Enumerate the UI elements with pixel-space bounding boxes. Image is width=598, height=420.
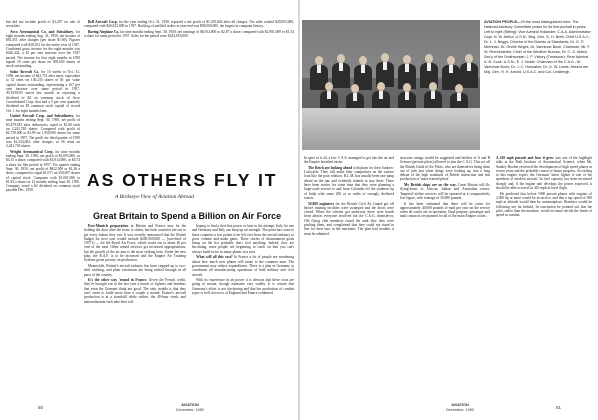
paragraph-text: for the British Civil Air Guard got off before training facilities were swamped and the doors were closed. When the scheme got underway there were bonds from almost everyone involved but the C.A.G. themselves. Old flying club members found the rank they they were pushing them, and complained that they could not stand in line for their turn in the machines. The plan had troubles it must be admitted. — [304, 201, 394, 236]
right-column-1 — [304, 156, 394, 400]
article-paragraph: He predicted that before 1960 pursuit planes with engines of 2,000 hp or more would be in service, and that a top speed of 500 mph at altitude would then be commonplace. Bombers would be following not far behind. In conclusion he pointed out that the pilot, rather than the machine, would in future decide the limits of speed in combat. — [496, 191, 592, 218]
page-gutter — [298, 0, 300, 420]
footer-date: December, 1950 — [446, 407, 474, 412]
article-paragraph: It has been estimated that there will be room for approximately 40,000 pounds of mail per year on the service when all routes are in operation. Dual-purpose, passenger and mail contracts are planned for all of the main Empire routes. — [400, 201, 490, 219]
paragraph-text: In France a lot of people are wondering about how much new planes will mean to the common man. The government may reduce expenditures. There is a plan in Germany to coordinate all manufacturing operations of both military and civil aircraft. — [192, 255, 294, 277]
footer-date: December, 1950 — [176, 407, 204, 412]
paragraph-lead: Post-Munich preparation — [88, 224, 129, 228]
paragraph-text: in Britain and France may be the holding the door after the horse is stolen, but both countries are out to get every button they can. It was recently announced that the British budget for next year would include $200,000,000 — [one-third of 1957's] — for the Royal Air Force, which works out to about 40 per cent of the total. Other armed services get increased appropriations, but the growth of the air arm is the most striking item. Under the new plan, the R.A.F. is to be increased and the Empire Air Training Scheme given priority on production. — [84, 224, 186, 263]
paragraph-text: was one of the highlight talks at the Bath Institute of Aeronautical Science, when Mr. Stanley Hooker reviewed the development of high speed planes in recent years and the probable course of future progress. According to this engine expert, the Germans' latest fighter is one of the speediest of modern aircraft. Its fuel capacity has been increased sharply and, if the engine unit develops the power expected, it should be able to travel at 410 mph in level flight. — [496, 156, 592, 191]
paragraph-text: Given the French credit, they've brought out in the last year a bunch of fighters and bombers that even the Germans think are good. The only trouble is that they can't seem to build more than a couple a month. France's aircraft production is at a standstill while strikes, the 40-hour week, and nationalization each take their toll. — [84, 278, 186, 304]
left-column-4 — [192, 224, 294, 400]
right-column-3 — [496, 156, 592, 400]
caption-label: AVIATION PEOPLE— — [484, 20, 521, 24]
left-column-2 — [84, 20, 294, 165]
paragraph-text: with plans for their Junkers-Luftwaffe. They will make their competitors on the surface look like the poor relation. R.L.M. has usually been one jump ahead on the run, and evidently intends to stay there. There have been stories for some time that they were planning a large-scale service to and from Colombo off the southern tip of India with some 200 or so miles of strongly sheltered waters. — [304, 165, 394, 200]
paragraph-lead: 50,000 engineers — [308, 201, 334, 206]
article-paragraph: structure ratings would be suggested and holders of A and B licenses (private pilots) allowed to join the C.A.G. This set off the British Guild of Air Pilots, who are themselves being done out of jobs just when things were looking up, into a long debate of the high standards of British instruction and this production of 'mass-trained pilots'. — [400, 156, 490, 182]
left-footer — [130, 403, 250, 412]
article-paragraph: In spite of it all, a few C.A.S. managed to get into the air and the Empire breathed easier. — [304, 156, 394, 165]
left-column-3 — [84, 224, 186, 400]
right-column-2 — [400, 156, 490, 400]
article-title: Great Britain to Spend a Billion on Air Force — [93, 211, 282, 221]
right-footer — [400, 403, 520, 412]
report-item-text: for the year ending Oct. 31, 1950, reported a net profit of $1,419,604 after all charges. Net sales totaled $29,003,000, compared with $26,812,000 in 1957. Backlog of unfilled orders at year-end was $98,000,000, the largest in company history. — [84, 20, 294, 29]
report-item-head: United Aircraft Corp. and Subsidiaries, — [10, 114, 75, 119]
page-number: 61 — [556, 405, 562, 410]
article-paragraph: With its experience in air power it is obvious that these costs are going to mount, though estimates vary widely. It is certain that Germany's effort is not slackening and that her production of combat types is well in excess of England and France combined. — [192, 278, 294, 296]
report-item-head: Solar Aircraft Co. — [10, 69, 40, 74]
article-paragraph — [84, 224, 186, 263]
article-paragraph — [84, 278, 186, 304]
report-item-text: for nine months ending Sept. 30, 1950, net profit of $3,479,581 after deductions, equal to $1.60 each on 2,241,740 shares. Compared with profit of $2,739,000 or $1.99 on 1,950,000 shares for same period in 1957. Net profit for third quarter of 1950 was $1,243,004, after charges, or 56 cents on 2,241,740 shares. — [6, 114, 80, 149]
report-item — [6, 30, 80, 69]
intro-paragraph: but did not include profit of $1,207 on sale of securities. — [6, 20, 80, 29]
footer-title: AVIATION — [181, 403, 199, 407]
report-item — [6, 150, 80, 193]
report-item-head: Wright Aeronautical Corp. — [10, 149, 54, 154]
section-tagline: A Birdseye-View of Aviation Abroad — [115, 194, 194, 200]
report-item-text: for 10 weeks to Oct. 31, 1950, net income of $42,751 after taxes, equivalent to 32 cents on 130,233 shares of $1 par value capital shares outstanding, representing a 167 per cent increase over same period in 1957. AVIATION noted last month in reporting a dividend of $2 on common stock of Avco Consolidated Corp. that had a 5 per cent quarterly dividend on $3 common stock capital of record Oct. 1 for eight months later. — [6, 69, 80, 113]
paragraph-lead: The Reich are looking ahead — [308, 165, 353, 170]
report-item — [84, 30, 294, 39]
paragraph-lead: My British ships are on the way. — [404, 183, 457, 188]
article-paragraph: Meanwhile, Britain's aircraft industry has been stepped up to two-shift working, and plant extensions are being rushed through in all parts of the country. — [84, 263, 186, 277]
article-paragraph — [192, 255, 294, 276]
paragraph-lead: A 410 mph pursuit and how it grew — [496, 156, 554, 160]
report-item-text: for nine months ending Sept. 30, 1950, net profit of $2,693,000, or $4.15 a share, compared with $3,014,000, or $4.74 a share for like period in 1957. For quarter ending Sept. 30, 1950, net profit of $822,500 or $1.26 a share, compared to equal $1,071 on 350,007 shares of capital stock. Compares with $1,001,906 or $1.83 a share for 12 months ending June 30, 1950. Company voted a $2 dividend on common stock payable Dec. 1950. — [6, 149, 80, 193]
article-paragraph — [400, 183, 490, 200]
paragraph-lead: It's the other way 'round in France. — [88, 278, 148, 283]
photo-person — [460, 54, 478, 88]
report-item-text: for nine months ending Sept. 30, 1950, net earnings of $6,912,000 or $2.87 a share, compared with $2,901,000 or $1.34 a share for same period in 1957. Sales for the period were $243,018,000. — [84, 29, 294, 39]
photo-table — [302, 108, 480, 150]
section-headline: AS OTHERS FLY IT — [87, 170, 278, 190]
article-paragraph — [496, 156, 592, 190]
report-item-head: Bell Aircraft Corp. — [88, 20, 118, 24]
article-paragraph: hoping to find a first-line power or bust in the attempt. Italy for one and Germany and Italy can keep up air strength. The point has come to these countries a few points to be left over from the aircraft industry to grow volume and make gains. These stories of disarmament goals being on the list probably don't fool anything. Indeed, they are becoming, more people are beginning to catch on that you can't always build twice as many planes in a year. — [192, 224, 294, 254]
article-paragraph — [304, 166, 394, 200]
paragraph-text: Great Britain will fly flying-boats to African, Indian and Australian routes. 'Imperial' airline services will be operated at a comparatively low figure, with tonnage of 30,000 pounds. — [400, 183, 490, 200]
report-item-head: Avco Aeronautical Co. and Subsidiary, — [10, 29, 74, 34]
report-item-text: for eight months ending Aug. 31, 1950, net income of $81,451 after charges (per share $1.69). Figures compared with $18,031 for the entire year of 1947. Combined gross income for the eight months was $420,424, a 42 per cent increase over the 1947 period. Net income for first eight months in 1950 equals 16 cents per share on 309,650 shares of stock outstanding. — [6, 29, 80, 69]
committee-photo — [302, 20, 480, 150]
report-item-head: Boeing Airplane Co. — [88, 29, 120, 34]
left-column-1 — [6, 20, 80, 400]
report-item — [84, 20, 294, 29]
report-item — [6, 70, 80, 113]
report-item — [6, 114, 80, 148]
caption-text: Of the most distinguished kind. The National Advisory Committee poses for its first portrait in years. Left to right (Sitting): Vice Admiral Hollander, C.A.A. Administrator; Capt. N. W. Arthur, U.S.N.; Brig. Gen. G. H. Brett, Chief U.S.A.C.; Dr. L. J. Briggs, Director of the Bureau of Standards; Dr. G. P. Merrinan; Dr. Orville Wright; Dr. Vannevar Bush, Chairman; Mr. F. W. Reichelderfer, Chief of the Weather Bureau; Dr. C. G. Abbot, Sec'y of the Smithsonian; J. F. Victory (Treasurer); Rear Admiral A. B. Cook, U.S.N.; E. J. Noble, Chairman of the C.A.A.; Dr. Vannevar Bush; Dr. J. C. Hunsaker; Dr. G. W. Lewis. Absent are Maj. Gen. H. H. Arnold, U.S.A.C. and Col. Lindbergh. — [484, 20, 592, 74]
page-number: 60 — [38, 405, 44, 410]
article-paragraph — [304, 202, 394, 236]
photo-caption — [484, 20, 592, 75]
footer-title: AVIATION — [451, 403, 469, 407]
paragraph-lead: What will all this cost? — [196, 255, 233, 260]
